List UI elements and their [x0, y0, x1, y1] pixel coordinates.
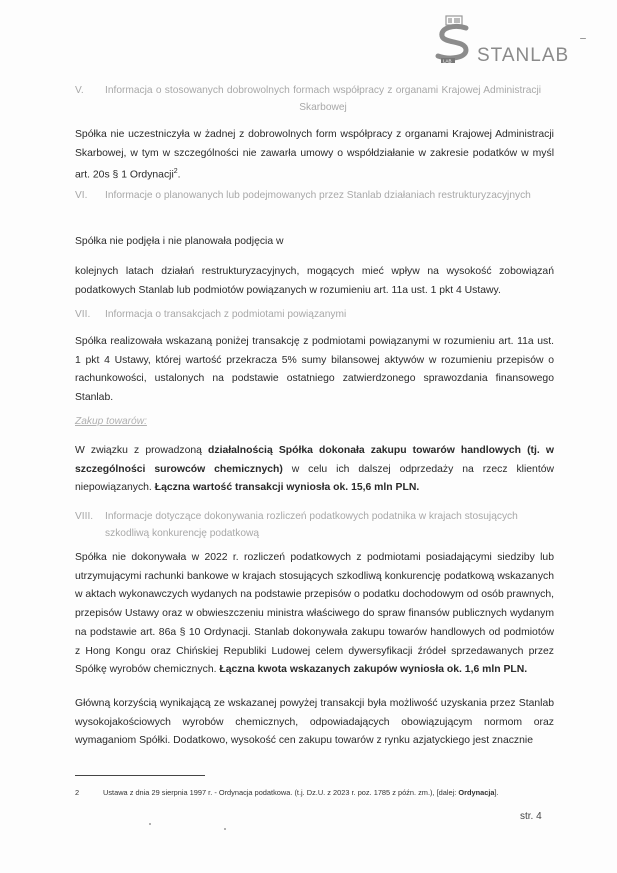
section-v-heading	[75, 82, 545, 116]
purchase-text-a: W związku z prowadzoną	[75, 445, 209, 456]
scan-speck	[149, 823, 151, 825]
footnote-text-c: ].	[494, 788, 499, 797]
section-v-text-end: .	[177, 169, 181, 181]
stanlab-logo-icon	[432, 14, 476, 64]
section-viii-paragraph-2: Główną korzyścią wynikającą ze wskazanej powyżej transakcji była możliwość uzyskania przez Stanlab wysokojakościowych wyrobów chemicznych, odpowiadających obowiązującym normom oraz wymaganiom Spółki. Dodatkowo, wysokość cen zakupu towarów z rynku azjatyckiego jest znacznie	[75, 698, 554, 747]
section-vi-number: VI.	[75, 190, 88, 201]
purchase-text-c: w celu ich dalszej odprzedaży na rzecz klientów niepowiązanych.	[75, 463, 554, 494]
section-vii-purchase-paragraph	[75, 442, 554, 498]
footnote-divider	[75, 775, 205, 776]
purchase-text-bold: działalnością Spółka dokonała zakupu towarów handlowych (tj. w szczególności surowców chemicznych)	[75, 445, 554, 475]
page-number: str. 4	[520, 811, 542, 822]
logo-text: STANLAB	[477, 45, 570, 66]
scan-speck	[224, 828, 226, 830]
purchase-subheading: Zakup towarów:	[75, 416, 147, 427]
footnote-ref: 2	[173, 168, 178, 176]
footnote-number: 2	[75, 788, 80, 797]
section-vii-number: VII.	[75, 309, 91, 320]
footnote-text	[103, 788, 499, 797]
section-v-number: V.	[75, 85, 84, 96]
section-vii-title: Informacja o transakcjach z podmiotami powiązanymi	[105, 309, 347, 320]
section-vi-heading	[75, 187, 545, 204]
section-viii-number: VIII.	[75, 511, 94, 522]
section-vi-paragraph-2: kolejnych latach działań restrukturyzacyjnych, mogących mieć wpływ na wysokość zobowiązań podatkowych Stanlab lub podmiotów powiązanych w rozumieniu art. 11a ust. 1 pkt 4 Ustawy.	[75, 266, 554, 296]
section-v-text: Spółka nie uczestniczyła w żadnej z dobrowolnych form współpracy z organami Krajowej Administracji Skarbowej, w tym w szczególności nie zawarła umowy o współdziałanie w zakresie podatków w myśl art. 20s § 1 Ordynacji	[75, 129, 554, 181]
scan-speck	[580, 38, 586, 39]
section-v-title: Informacja o stosowanych dobrowolnych formach współpracy z organami Krajowej Administracji Skarbowej	[105, 85, 541, 113]
section-v-paragraph	[75, 126, 554, 186]
section-viii-total: Łączna kwota wskazanych zakupów wyniosła ok. 1,6 mln PLN.	[219, 664, 528, 676]
section-vii-heading	[75, 306, 545, 323]
purchase-total: Łączna wartość transakcji wyniosła ok. 15,6 mln PLN.	[154, 482, 420, 494]
footnote-text-a: Ustawa z dnia 29 sierpnia 1997 r. - Ordynacja podatkowa. (t.j. Dz.U. z 2023 r. poz. 1785 z późn. zm.), [dalej:	[103, 788, 459, 797]
section-viii-paragraph-1	[75, 549, 554, 680]
section-vii-paragraph: Spółka realizowała wskazaną poniżej transakcję z podmiotami powiązanymi w rozumieniu art. 11a ust. 1 pkt 4 Ustawy, której wartość przekracza 5% sumy bilansowej aktywów w rozumieniu przepisów o rachunkowości, ustalonych na podstawie ostatniego zatwierdzonego sprawozdania finansowego Stanlab.	[75, 336, 554, 404]
footnote-text-bold: Ordynacja	[458, 788, 495, 797]
logo-badge-text: LAB	[443, 58, 452, 64]
section-viii-title: Informacje dotyczące dokonywania rozliczeń podatkowych podatnika w krajach stosujących szkodliwą konkurencję podatkową	[105, 511, 518, 539]
stanlab-logo	[432, 14, 570, 74]
section-vi-paragraph-1: Spółka nie podjęła i nie planowała podjęcia w	[75, 236, 284, 247]
section-viii-heading	[75, 508, 545, 542]
section-viii-text: Spółka nie dokonywała w 2022 r. rozliczeń podatkowych z podmiotami posiadającymi siedziby lub utrzymującymi rachunki bankowe w krajach stosujących szkodliwą konkurencję podatkową wskazanych w aktach wykonawczych wydanych na podstawie przepisów o podatku dochodowym od osób prawnych, przepisów Ustawy oraz w obwieszczeniu ministra właściwego do spraw finansów publicznych wydanym na podstawie art. 86a § 10 Ordynacji. Stanlab dokonywała zakupu towarów handlowych od podmiotów z Hong Kongu oraz Chińskiej Republiki Ludowej celem dywersyfikacji źródeł sprzedawanych przez Spółkę wyrobów chemicznych.	[75, 552, 554, 676]
section-vi-title: Informacje o planowanych lub podejmowanych przez Stanlab działaniach restrukturyzacyjnych	[105, 190, 531, 201]
